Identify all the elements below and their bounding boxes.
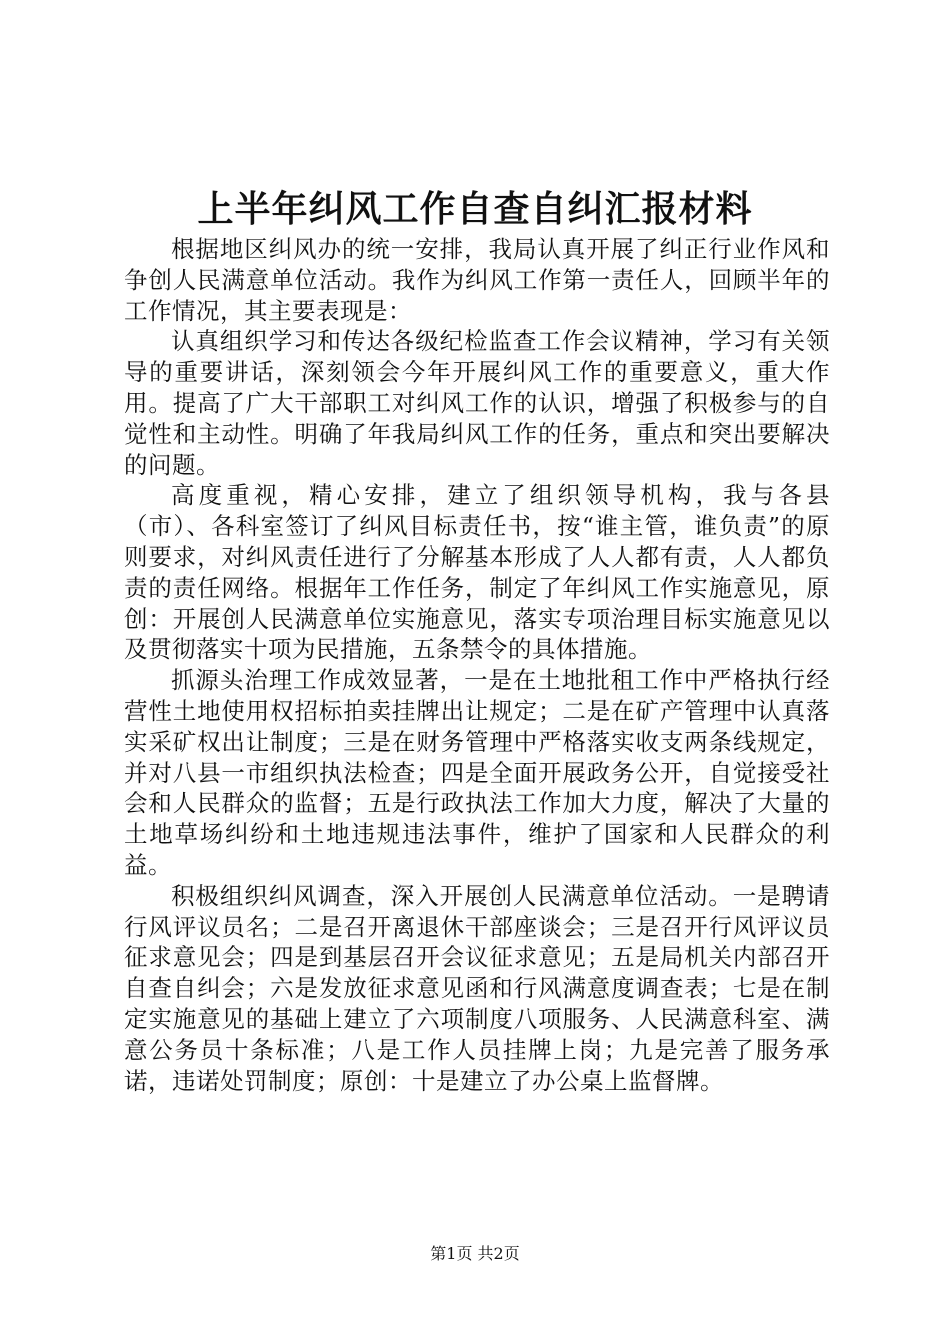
paragraph: 根据地区纠风办的统一安排，我局认真开展了纠正行业作风和争创人民满意单位活动。我作为纠风工作第一责任人，回顾半年的工作情况，其主要表现是：	[124, 235, 830, 325]
document-body	[124, 234, 830, 1096]
paragraph: 高度重视，精心安排，建立了组织领导机构，我与各县（市）、各科室签订了纠风目标责任书，按“谁主管，谁负责”的原则要求，对纠风责任进行了分解基本形成了人人都有责，人人都负责的责任网络。根据年工作任务，制定了年纠风工作实施意见，原创：开展创人民满意单位实施意见，落实专项治理目标实施意见以及贯彻落实十项为民措施，五条禁令的具体措施。	[124, 481, 830, 664]
page-footer: 第1页 共2页	[430, 1244, 520, 1263]
paragraph: 抓源头治理工作成效显著，一是在土地批租工作中严格执行经营性土地使用权招标拍卖挂牌出让规定；二是在矿产管理中认真落实采矿权出让制度；三是在财务管理中严格落实收支两条线规定，并对八县一市组织执法检查；四是全面开展政务公开，自觉接受社会和人民群众的监督；五是行政执法工作加大力度，解决了大量的土地草场纠纷和土地违规违法事件，维护了国家和人民群众的利益。	[124, 666, 830, 879]
paragraph: 认真组织学习和传达各级纪检监查工作会议精神，学习有关领导的重要讲话，深刻领会今年开展纠风工作的重要意义，重大作用。提高了广大干部职工对纠风工作的认识，增强了积极参与的自觉性和主动性。明确了年我局纠风工作的任务，重点和突出要解决的问题。	[124, 327, 830, 479]
paragraph: 积极组织纠风调查，深入开展创人民满意单位活动。一是聘请行风评议员名；二是召开离退休干部座谈会；三是召开行风评议员征求意见会；四是到基层召开会议征求意见；五是局机关内部召开自查自纠会；六是发放征求意见函和行风满意度调查表；七是在制定实施意见的基础上建立了六项制度八项服务、人民满意科室、满意公务员十条标准；八是工作人员挂牌上岗；九是完善了服务承诺，违诺处罚制度；原创：十是建立了办公桌上监督牌。	[124, 881, 830, 1095]
document-title: 上半年纠风工作自查自纠汇报材料	[197, 189, 753, 230]
